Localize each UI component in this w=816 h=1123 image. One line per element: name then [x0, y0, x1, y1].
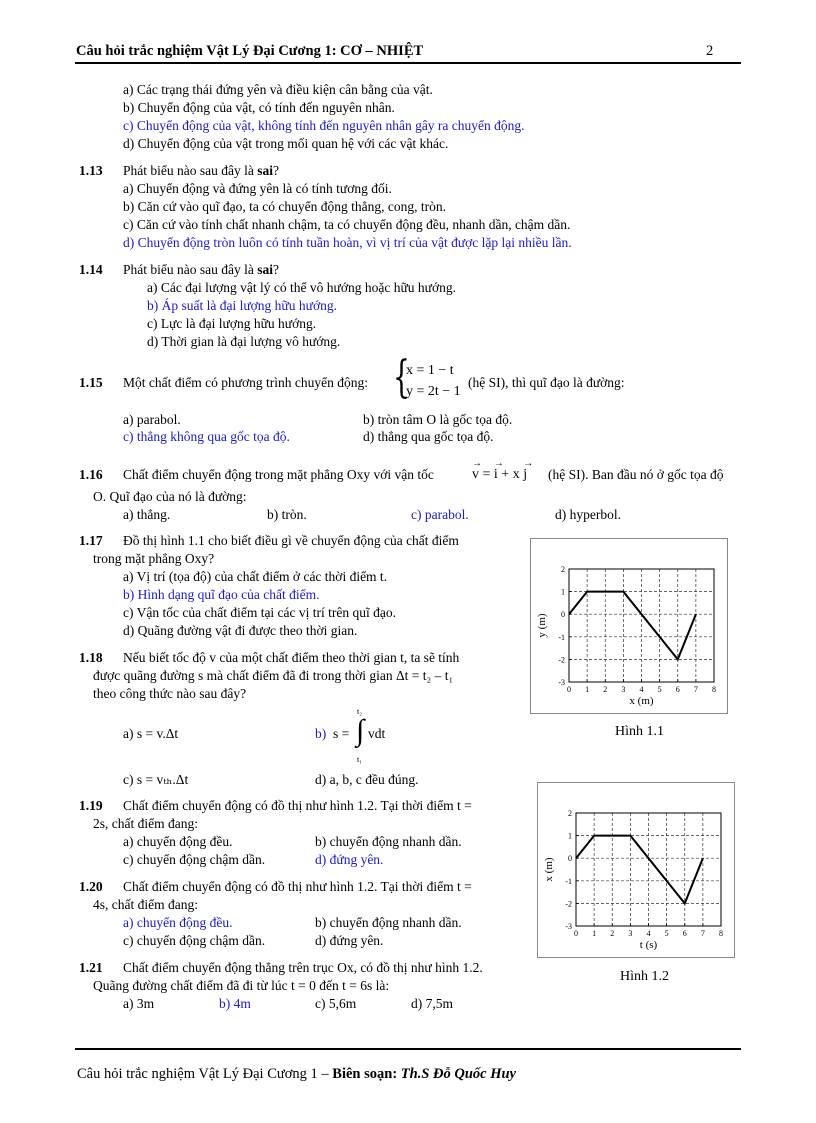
q18-stem1: Nếu biết tốc độ v của một chất điểm theo thời gian t, ta sẽ tính — [123, 650, 460, 665]
q21-option-d: d) 7,5m — [411, 996, 453, 1011]
q20-stem1: Chất điểm chuyển động có đồ thị như hình 1.2. Tại thời điểm t = — [123, 879, 472, 894]
q19-option-b: b) chuyển động nhanh dần. — [315, 834, 462, 849]
x-tick-label: 5 — [664, 929, 669, 938]
q17-option-b: b) Hình dạng quĩ đạo của chất điểm. — [123, 587, 320, 602]
footer-rule — [75, 1048, 741, 1050]
q16-option-c: c) parabol. — [411, 507, 469, 522]
x-tick-label: 1 — [585, 685, 590, 694]
q15-number: 1.15 — [79, 375, 103, 390]
q14-stem: Phát biểu nào sau đây là sai? — [123, 262, 279, 277]
q15-stem2: (hệ SI), thì quĩ đạo là đường: — [468, 375, 625, 390]
q13-option-d: d) Chuyển động tròn luôn có tính tuần hoàn, vì vị trí của vật được lặp lại nhiều lần. — [123, 235, 572, 250]
q16-formula — [472, 467, 527, 483]
y-axis-label: y (m) — [536, 613, 548, 638]
q16-option-d: d) hyperbol. — [555, 507, 621, 522]
q18-option-c: c) s = vₜₕ.Δt — [123, 772, 189, 787]
y-tick-label: -3 — [558, 678, 565, 687]
q17-stem1: Đồ thị hình 1.1 cho biết điều gì về chuyển động của chất điểm — [123, 533, 459, 548]
footer-text: Câu hỏi trắc nghiệm Vật Lý Đại Cương 1 – Biên soạn: Th.S Đỗ Quốc Huy — [77, 1066, 516, 1082]
q20-option-d: d) đứng yên. — [315, 933, 384, 948]
q20-number: 1.20 — [79, 879, 103, 894]
q20-option-b: b) chuyển động nhanh dần. — [315, 915, 462, 930]
q12-option-b: b) Chuyển động của vật, có tính đến nguyên nhân. — [123, 100, 395, 115]
q16-plus-x: + x — [501, 467, 520, 482]
integral-lower-limit: t₁ — [357, 755, 363, 764]
data-series-line — [569, 592, 696, 660]
q17-option-c: c) Vận tốc của chất điểm tại các vị trí trên quĩ đạo. — [123, 605, 397, 620]
x-axis-label: x (m) — [629, 695, 654, 707]
x-tick-label: 4 — [646, 929, 651, 938]
vector-v: → v — [472, 467, 479, 483]
y-axis-label: x (m) — [543, 857, 555, 882]
figure-1-2 — [537, 782, 735, 958]
x-tick-label: 3 — [628, 929, 633, 938]
header-rule — [75, 62, 741, 64]
q12-option-d: d) Chuyển động của vật trong mối quan hệ với các vật khác. — [123, 136, 449, 151]
x-tick-label: 5 — [657, 685, 662, 694]
x-tick-label: 6 — [675, 685, 680, 694]
q17-stem2: trong mặt phẳng Oxy? — [93, 551, 215, 566]
q14-option-c: c) Lực là đại lượng hữu hướng. — [147, 316, 317, 331]
y-tick-label: 1 — [561, 587, 565, 597]
q15-eq2: y = 2t − 1 — [406, 384, 461, 399]
q15-brace: { — [393, 352, 410, 403]
y-tick-label: -2 — [565, 899, 572, 909]
q21-stem2: Quãng đường chất điểm đã đi từ lúc t = 0 đến t = 6s là: — [93, 978, 390, 993]
page-number: 2 — [706, 43, 714, 59]
x-tick-label: 1 — [592, 929, 597, 938]
x-tick-label: 2 — [610, 929, 615, 938]
q18-number: 1.18 — [79, 650, 103, 665]
q17-option-a: a) Vị trí (tọa độ) của chất điểm ở các thời điểm t. — [123, 569, 388, 584]
q21-number: 1.21 — [79, 960, 103, 975]
integral-symbol: ∫ — [356, 714, 365, 747]
vector-j: → j — [523, 467, 527, 483]
x-tick-label: 8 — [719, 929, 723, 938]
q14-number: 1.14 — [79, 262, 103, 277]
y-tick-label: -3 — [565, 922, 572, 931]
q18-option-b-body: vdt — [368, 726, 386, 741]
integral-upper-limit: t₂ — [357, 707, 363, 716]
y-tick-label: 0 — [568, 854, 572, 864]
q13-option-b: b) Căn cứ vào quĩ đạo, ta có chuyển động thẳng, cong, tròn. — [123, 199, 446, 214]
figure-1-1 — [530, 538, 728, 714]
y-tick-label: -1 — [558, 632, 565, 642]
q18-stem3: theo công thức nào sau đây? — [93, 686, 247, 701]
x-tick-label: 7 — [700, 929, 705, 938]
q16-stem2: (hệ SI). Ban đầu nó ở gốc tọa độ — [548, 467, 724, 482]
q15-eq1: x = 1 − t — [406, 363, 454, 378]
x-axis-label: t (s) — [639, 939, 658, 951]
q16-number: 1.16 — [79, 467, 103, 482]
y-tick-label: 0 — [561, 610, 565, 620]
x-tick-label: 6 — [682, 929, 687, 938]
figure-1-1-plot — [531, 539, 727, 713]
q14-option-b: b) Áp suất là đại lượng hữu hướng. — [147, 298, 337, 313]
q21-option-b: b) 4m — [219, 996, 251, 1011]
q19-stem2: 2s, chất điểm đang: — [93, 816, 198, 831]
x-tick-label: 2 — [603, 685, 608, 694]
x-tick-label: 8 — [712, 685, 716, 694]
x-tick-label: 3 — [621, 685, 626, 694]
x-tick-label: 7 — [693, 685, 698, 694]
vector-i: → i — [494, 467, 498, 483]
q17-number: 1.17 — [79, 533, 103, 548]
q18-stem2: được quãng đường s mà chất điểm đã đi trong thời gian Δt = t₂ – t₁ — [93, 668, 454, 683]
q13-number: 1.13 — [79, 163, 103, 178]
q18-option-a: a) s = v.Δt — [123, 726, 179, 741]
q19-number: 1.19 — [79, 798, 103, 813]
q16-option-b: b) tròn. — [267, 507, 307, 522]
y-tick-label: 1 — [568, 831, 572, 841]
q13-option-a: a) Chuyển động và đứng yên là có tính tương đối. — [123, 181, 392, 196]
q15-option-c: c) thẳng không qua gốc tọa độ. — [123, 429, 290, 444]
q12-option-c: c) Chuyển động của vật, không tính đến nguyên nhân gây ra chuyển động. — [123, 118, 525, 133]
q17-option-d: d) Quãng đường vật đi được theo thời gian. — [123, 623, 358, 638]
q14-option-d: d) Thời gian là đại lượng vô hướng. — [147, 334, 341, 349]
figure-1-2-plot — [538, 783, 734, 957]
q16-stem3: O. Quĩ đạo của nó là đường: — [93, 489, 247, 504]
q16-stem: Chất điểm chuyển động trong mặt phẳng Oxy với vận tốc — [123, 467, 434, 482]
q16-option-a: a) thẳng. — [123, 507, 171, 522]
y-tick-label: 2 — [568, 809, 572, 818]
q21-option-a: a) 3m — [123, 996, 155, 1011]
q18-option-b-s: s = — [333, 726, 350, 741]
q16-equals: = — [482, 467, 491, 482]
q19-option-d: d) đứng yên. — [315, 852, 384, 867]
q15-option-a: a) parabol. — [123, 412, 181, 427]
q19-option-a: a) chuyển động đều. — [123, 834, 233, 849]
q12-option-a: a) Các trạng thái đứng yên và điều kiện cân bằng của vật. — [123, 82, 433, 97]
q21-stem1: Chất điểm chuyển động thẳng trên trục Ox, có đồ thị như hình 1.2. — [123, 960, 483, 975]
y-tick-label: -1 — [565, 876, 572, 886]
q15-stem: Một chất điểm có phương trình chuyển động: — [123, 375, 369, 390]
q13-stem: Phát biểu nào sau đây là sai? — [123, 163, 279, 178]
q20-option-a: a) chuyển động đều. — [123, 915, 233, 930]
x-tick-label: 0 — [574, 929, 578, 938]
q13-option-c: c) Căn cứ vào tính chất nhanh chậm, ta có chuyển động đều, nhanh dần, chậm dần. — [123, 217, 571, 232]
q18-option-b-label: b) — [315, 726, 327, 741]
data-series-line — [576, 836, 703, 904]
q19-stem1: Chất điểm chuyển động có đồ thị như hình 1.2. Tại thời điểm t = — [123, 798, 472, 813]
y-tick-label: 2 — [561, 565, 565, 574]
y-tick-label: -2 — [558, 655, 565, 665]
q21-option-c: c) 5,6m — [315, 996, 357, 1011]
q14-option-a: a) Các đại lượng vật lý có thể vô hướng hoặc hữu hướng. — [147, 280, 456, 295]
figure-1-2-caption: Hình 1.2 — [620, 969, 669, 984]
q15-option-d: d) thẳng qua gốc tọa độ. — [363, 429, 494, 444]
x-tick-label: 4 — [639, 685, 644, 694]
q20-option-c: c) chuyển động chậm dần. — [123, 933, 266, 948]
figure-1-1-caption: Hình 1.1 — [615, 724, 664, 739]
x-tick-label: 0 — [567, 685, 571, 694]
q18-option-d: d) a, b, c đều đúng. — [315, 772, 419, 787]
q20-stem2: 4s, chất điểm đang: — [93, 897, 198, 912]
q19-option-c: c) chuyển động chậm dần. — [123, 852, 266, 867]
q15-option-b: b) tròn tâm O là gốc tọa độ. — [363, 412, 513, 427]
page-header-title: Câu hỏi trắc nghiệm Vật Lý Đại Cương 1: CƠ – NHIỆT — [76, 43, 424, 59]
